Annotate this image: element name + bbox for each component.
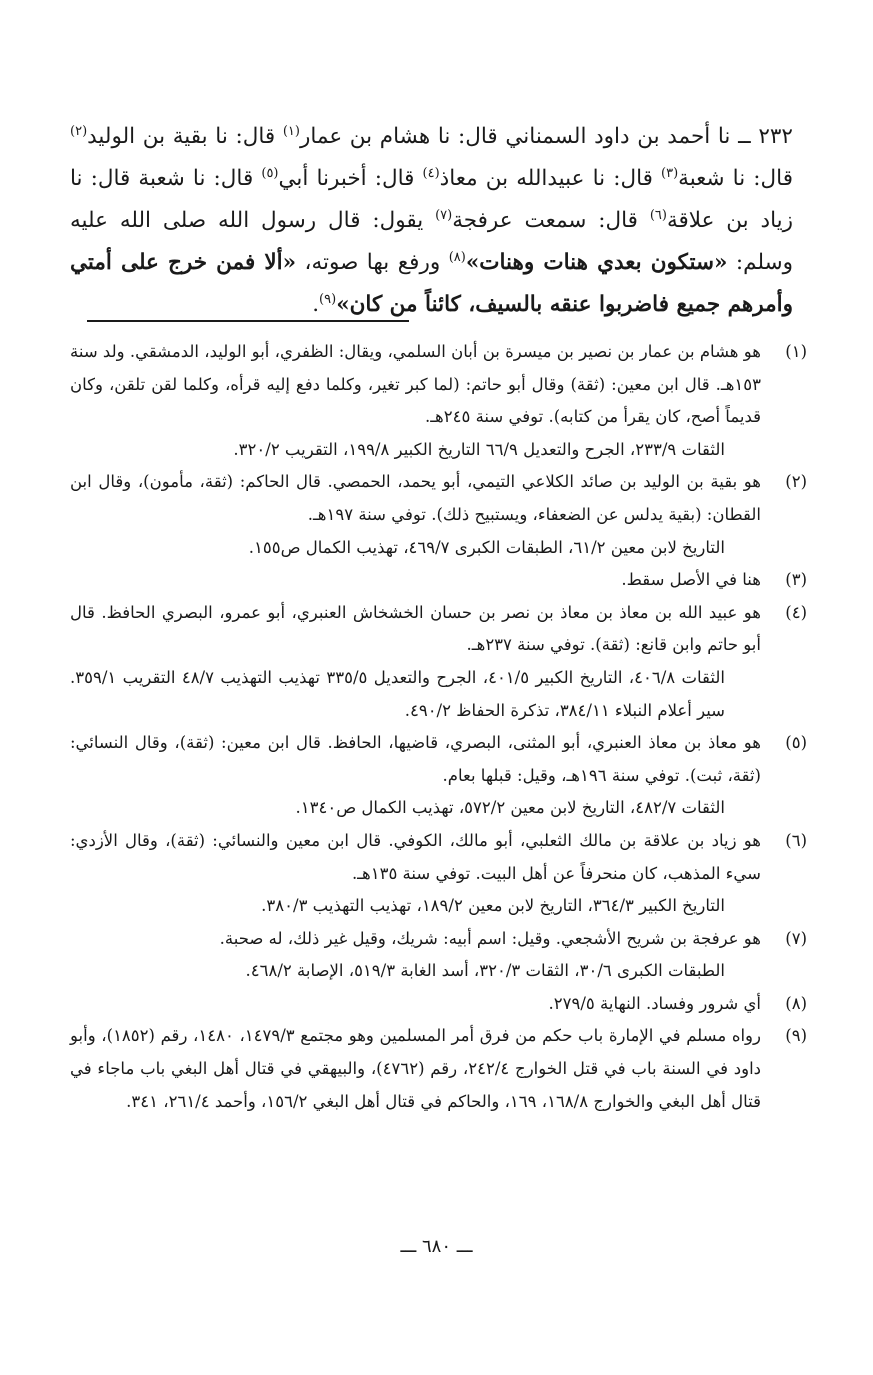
- footnote-number: (٣): [785, 570, 807, 590]
- footnotes-list: [70, 336, 807, 1118]
- hadith-text-segment: قال: سمعت عرفجة: [452, 208, 650, 233]
- footnote-text: هو بقية بن الوليد بن صائد الكلاعي التيمي، أبو يحمد، الحمصي. قال الحاكم: (ثقة، مأمون)، وقال ابن القطان: (بقية يدلس عن الضعفاء، ويستبيح ذلك). توفي سنة ١٩٧هـ.: [70, 472, 761, 524]
- footnote-references: الثقات ٢٣٣/٩، الجرح والتعديل ٦٦/٩ التاريخ الكبير ١٩٩/٨، التقريب ٣٢٠/٢.: [233, 439, 725, 459]
- footnote-1: [70, 336, 807, 466]
- footnote-6: [70, 825, 807, 923]
- hadith-text-segment: ٢٣٢ ــ نا أحمد بن داود السمناني قال: نا هشام بن عمار: [299, 124, 793, 149]
- footnote-references: الثقات ٤٠٦/٨، التاريخ الكبير ٤٠١/٥، الجرح والتعديل ٣٣٥/٥ تهذيب التهذيب ٤٨/٧ التقريب ٣٥٩/١. سير أعلام النبلاء ٣٨٤/١١، تذكرة الحفاظ ٤٩٠/٢.: [70, 667, 725, 720]
- hadith-text-segment: قال: نا بقية بن الوليد: [87, 124, 283, 149]
- footnote-references: التاريخ الكبير ٣٦٤/٣، التاريخ لابن معين ١٨٩/٢، تهذيب التهذيب ٣٨٠/٣.: [261, 896, 725, 916]
- footnote-marker-1: (١): [282, 123, 300, 139]
- footnote-marker-6: (٦): [649, 207, 667, 223]
- footnote-body: [70, 336, 761, 466]
- prophetic-saying-1: «ستكون بعدي هنات وهنات»: [465, 250, 728, 275]
- footnote-number: (٦): [785, 830, 807, 850]
- footnote-marker-7: (٧): [435, 207, 453, 223]
- prophetic-saying-2: «ألا فمن خرج على أمتي وأمرهم جميع فاضربوا عنقه بالسيف، كائناً من كان»: [70, 250, 793, 317]
- hadith-text-segment: قال: نا شعبة قال: نا زياد بن علاقة: [70, 166, 794, 233]
- footnote-separator: [87, 320, 409, 322]
- footnote-number: (٢): [785, 472, 807, 492]
- footnote-body: [70, 466, 761, 564]
- footnote-marker-4: (٤): [422, 165, 440, 181]
- footnote-5: [70, 727, 807, 825]
- footnote-references: الثقات ٤٨٢/٧، التاريخ لابن معين ٥٧٢/٢، تهذيب الكمال ص١٣٤٠.: [295, 798, 725, 818]
- footnote-9: [70, 1020, 807, 1118]
- footnote-body: [70, 727, 761, 825]
- footnote-marker-8: (٨): [448, 249, 466, 265]
- footnote-text: هو معاذ بن معاذ العنبري، أبو المثنى، البصري، قاضيها، الحافظ. قال ابن معين: (ثقة)، وقال النسائي: (ثقة، ثبت). توفي سنة ١٩٦هـ، وقيل: قبلها بعام.: [70, 733, 761, 785]
- footnote-marker-3: (٣): [661, 165, 679, 181]
- footnote-number: (٤): [785, 602, 807, 622]
- footnote-references: الطبقات الكبرى ٣٠/٦، الثقات ٣٢٠/٣، أسد الغابة ٥١٩/٣، الإصابة ٤٦٨/٢.: [245, 961, 725, 981]
- footnote-references: التاريخ لابن معين ٦١/٢، الطبقات الكبرى ٤٦٩/٧، تهذيب الكمال ص١٥٥.: [248, 537, 725, 557]
- footnote-2: [70, 466, 807, 564]
- footnote-body: [70, 988, 761, 1021]
- footnote-text: رواه مسلم في الإمارة باب حكم من فرق أمر المسلمين وهو مجتمع ١٤٧٩/٣، ١٤٨٠، رقم (١٨٥٢)، وأبو داود في السنة باب في قتل الخوارج ٢٤٢/٤، رقم (٤٧٦٢)، والبيهقي في قتال أهل البغي باب ماجاء في قتال أهل البغي والخوارج ١٦٨/٨، ١٦٩، والحاكم في قتال أهل البغي ١٥٦/٢، وأحمد ٢٦١/٤، ٣٤١.: [70, 1026, 762, 1111]
- hadith-text-segment: قال: نا شعبة: [678, 166, 793, 191]
- footnote-number: (٩): [785, 1026, 807, 1046]
- footnote-text: هو عبيد الله بن معاذ بن معاذ بن نصر بن حسان الخشخاش العنبري، أبو عمرو، البصري الحافظ. قال أبو حاتم وابن قانع: (ثقة). توفي سنة ٢٣٧هـ.: [70, 602, 761, 655]
- hadith-text: [70, 116, 793, 326]
- footnote-8: [70, 988, 807, 1021]
- hadith-text-segment: ورفع بها صوته،: [296, 250, 449, 275]
- footnote-number: (٥): [785, 733, 807, 753]
- footnote-3: [70, 564, 807, 597]
- footnote-text: هو هشام بن عمار بن نصير بن ميسرة بن أبان السلمي، ويقال: الظفري، أبو الوليد، الدمشقي. ولد سنة ١٥٣هـ. قال ابن معين: (ثقة) وقال أبو حاتم: (لما كبر تغير، وكلما دفع إليه قرأه، وكلما لقن تلقن، وكان قديماً أصح، كان يقرأ من كتابه). توفي سنة ٢٤٥هـ.: [70, 342, 761, 427]
- footnote-number: (٧): [785, 928, 807, 948]
- hadith-text-segment: قال: نا عبيدالله بن معاذ: [439, 166, 662, 191]
- footnote-body: [70, 825, 761, 923]
- page-number: ـــ ٦٨٠ ـــ: [400, 1236, 473, 1257]
- footnote-4: [70, 597, 807, 727]
- hadith-text-segment: قال: أخبرنا أبي: [278, 166, 423, 191]
- footnote-marker-2: (٢): [70, 123, 88, 139]
- footnote-text: هو زياد بن علاقة بن مالك الثعلبي، أبو مالك، الكوفي. قال ابن معين والنسائي: (ثقة)، وقال الأزدي: سيء المذهب، كان منحرفاً عن أهل البيت. توفي سنة ١٣٥هـ.: [70, 830, 761, 883]
- footnote-text: هو عرفجة بن شريح الأشجعي. وقيل: اسم أبيه: شريك، وقيل غير ذلك، له صحبة.: [219, 928, 761, 948]
- footnote-text: أي شرور وفساد. النهاية ٢٧٩/٥.: [548, 993, 761, 1013]
- footnote-marker-9: (٩): [319, 291, 337, 307]
- footnote-body: [70, 923, 761, 988]
- footnote-body: [70, 1020, 761, 1118]
- footnote-text: هنا في الأصل سقط.: [621, 570, 761, 590]
- footnote-body: [70, 564, 761, 597]
- footnote-7: [70, 923, 807, 988]
- hadith-text-segment: .: [312, 292, 320, 317]
- footnote-body: [70, 597, 761, 727]
- footnote-number: (١): [785, 342, 807, 361]
- footnote-marker-5: (٥): [261, 165, 279, 181]
- hadith-text-segment: يقول: قال رسول الله صلى الله عليه وسلم:: [70, 208, 793, 275]
- footnote-number: (٨): [785, 993, 807, 1013]
